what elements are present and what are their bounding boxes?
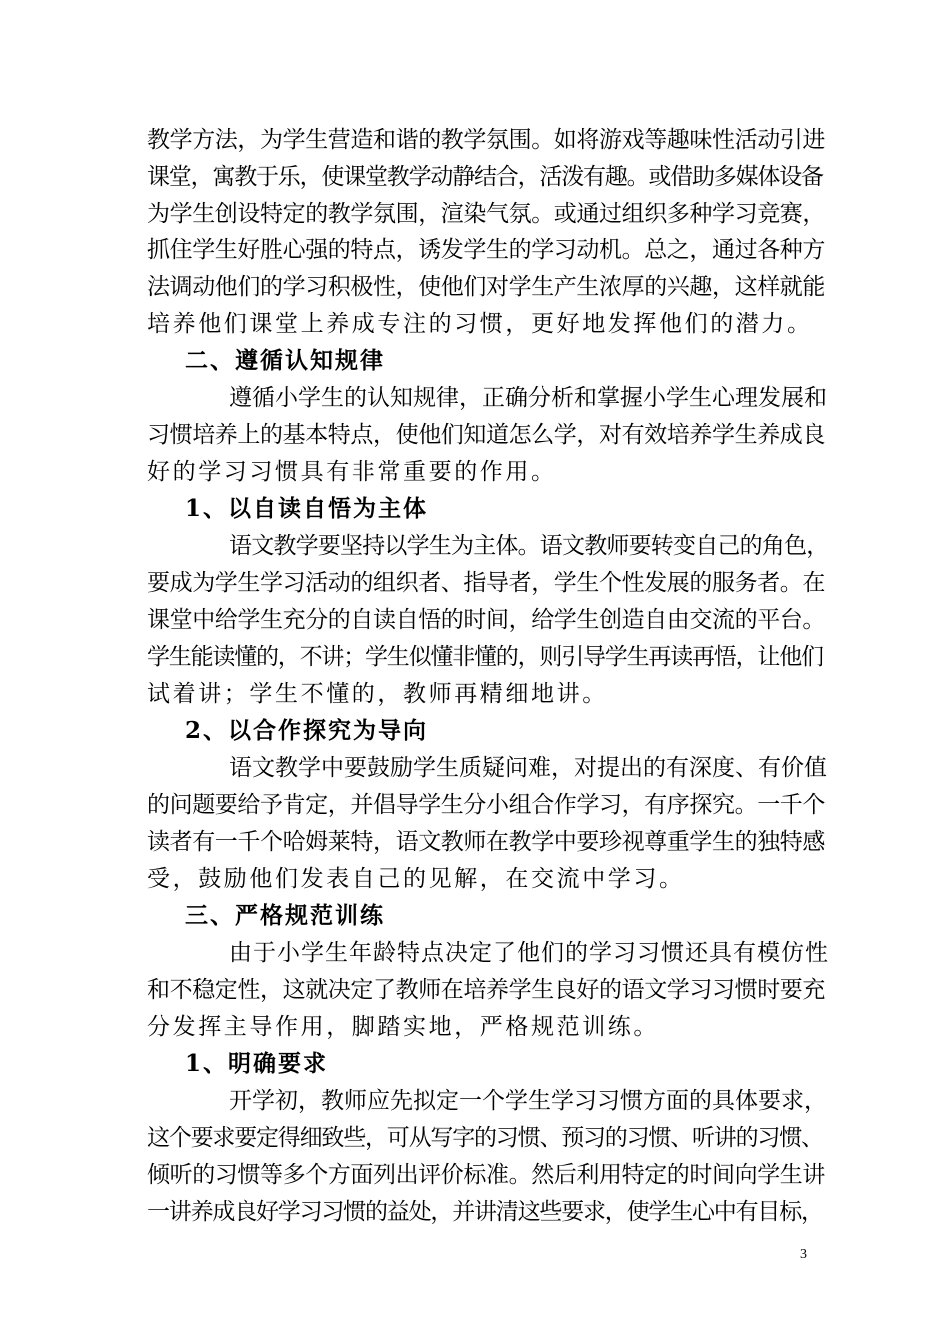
body-text-line: 教学方法，为学生营造和谐的教学氛围。如将游戏等趣味性活动引进 <box>147 127 826 153</box>
body-text-line: 的问题要给予肯定，并倡导学生分小组合作学习，有序探究。一千个 <box>147 792 826 818</box>
paragraph-first-line: 遵循小学生的认知规律，正确分析和掌握小学生心理发展和 <box>229 385 827 411</box>
body-text-line: 学生能读懂的，不讲；学生似懂非懂的，则引导学生再读再悟，让他们 <box>147 644 823 670</box>
body-text-line: 分发挥主导作用，脚踏实地，严格规范训练。 <box>147 1014 659 1040</box>
body-text-line: 课堂，寓教于乐，使课堂教学动静结合，活泼有趣。或借助多媒体设备 <box>147 164 823 190</box>
body-text-line: 好的学习习惯具有非常重要的作用。 <box>147 459 557 485</box>
body-text-line: 和不稳定性，这就决定了教师在培养学生良好的语文学习习惯时要充 <box>147 977 826 1003</box>
section-heading-2: 二、遵循认知规律 <box>185 347 385 374</box>
body-text-line: 习惯培养上的基本特点，使他们知道怎么学，对有效培养学生养成良 <box>147 422 826 448</box>
body-text-line: 要成为学生学习活动的组织者、指导者，学生个性发展的服务者。在 <box>147 570 826 596</box>
body-text-line: 培养他们课堂上养成专注的习惯，更好地发挥他们的潜力。 <box>147 311 813 337</box>
body-text-line: 读者有一千个哈姆莱特，语文教师在教学中要珍视尊重学生的独特感 <box>147 829 826 855</box>
body-text-line: 试着讲；学生不懂的，教师再精细地讲。 <box>147 681 608 707</box>
body-text-line: 受，鼓励他们发表自己的见解，在交流中学习。 <box>147 866 685 892</box>
body-text-line: 倾听的习惯等多个方面列出评价标准。然后利用特定的时间向学生讲 <box>147 1162 826 1188</box>
body-text-line: 为学生创设特定的教学氛围，渲染气氛。或通过组织多种学习竞赛， <box>147 201 826 227</box>
page-number: 3 <box>800 1247 807 1262</box>
subsection-heading-2-2: 2、以合作探究为导向 <box>185 717 429 744</box>
subsection-heading-3-1: 1、明确要求 <box>185 1050 329 1077</box>
paragraph-first-line: 语文教学要坚持以学生为主体。语文教师要转变自己的角色， <box>229 533 829 559</box>
paragraph-first-line: 由于小学生年龄特点决定了他们的学习习惯还具有模仿性 <box>229 940 829 966</box>
section-heading-3: 三、严格规范训练 <box>185 902 385 929</box>
body-text-line: 这个要求要定得细致些，可从写字的习惯、预习的习惯、听讲的习惯、 <box>147 1125 823 1151</box>
body-text-line: 法调动他们的学习积极性，使他们对学生产生浓厚的兴趣，这样就能 <box>147 274 826 300</box>
paragraph-first-line: 开学初，教师应先拟定一个学生学习习惯方面的具体要求， <box>229 1088 827 1114</box>
paragraph-first-line: 语文教学中要鼓励学生质疑问难，对提出的有深度、有价值 <box>229 755 827 781</box>
subsection-heading-2-1: 1、以自读自悟为主体 <box>185 495 429 522</box>
body-text-line: 课堂中给学生充分的自读自悟的时间，给学生创造自由交流的平台。 <box>147 607 826 633</box>
body-text-line: 一讲养成良好学习习惯的益处，并讲清这些要求，使学生心中有目标， <box>147 1199 823 1225</box>
body-text-line: 抓住学生好胜心强的特点，诱发学生的学习动机。总之，通过各种方 <box>147 237 826 263</box>
